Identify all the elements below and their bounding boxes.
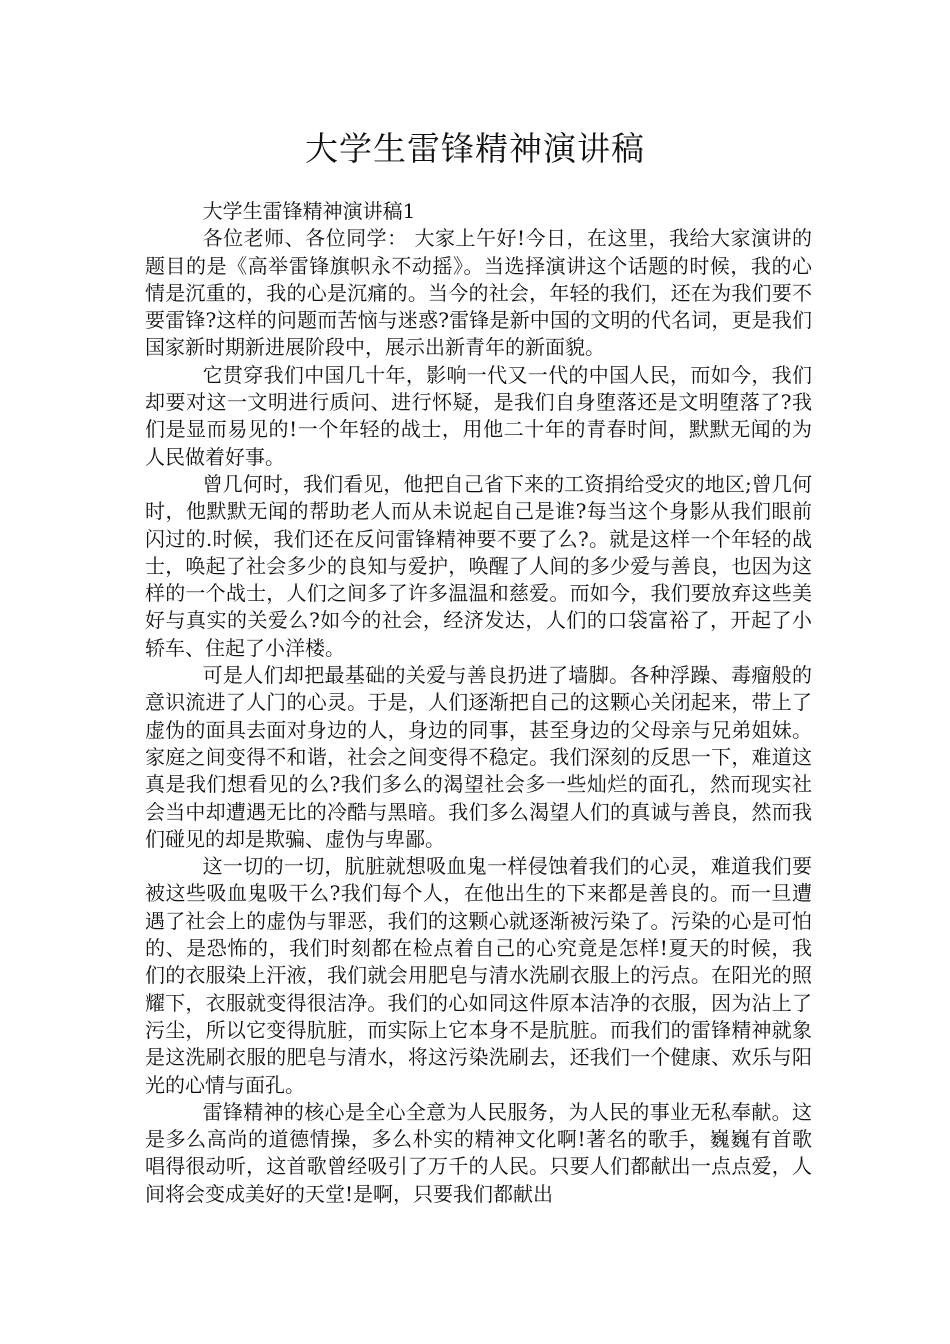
body-paragraph: 这一切的一切，肮脏就想吸血鬼一样侵蚀着我们的心灵，难道我们要被这些吸血鬼吸干么?我们每个人，在他出生的下来都是善良的。而一旦遭遇了社会上的虚伪与罪恶，我们的这颗心就逐渐被污染了。污染的心是可怕的、是恐怖的，我们时刻都在检点着自己的心究竟是怎样!夏天的时候，我们的衣服染上汗液，我们就会用肥皂与清水洗刷衣服上的污点。在阳光的照耀下，衣服就变得很洁净。我们的心如同这件原本洁净的衣服，因为沾上了污尘，所以它变得肮脏，而实际上它本身不是肮脏。而我们的雷锋精神就象是这洗刷衣服的肥皂与清水，将这污染洗刷去，还我们一个健康、欢乐与阳光的心情与面孔。 <box>145 854 812 1097</box>
subtitle-paragraph: 大学生雷锋精神演讲稿1 <box>202 199 416 223</box>
document-body <box>145 198 812 1208</box>
body-paragraph: 各位老师、各位同学： 大家上午好!今日，在这里，我给大家演讲的题目的是《高举雷锋旗帜永不动摇》。当选择演讲这个话题的时候，我的心情是沉重的，我的心是沉痛的。当今的社会，年轻的我们，还在为我们要不要雷锋?这样的问题而苦恼与迷惑?雷锋是新中国的文明的代名词，更是我们国家新时期新进展阶段中，展示出新青年的新面貌。 <box>145 226 812 360</box>
body-paragraph: 曾几何时，我们看见，他把自己省下来的工资捐给受灾的地区;曾几何时，他默默无闻的帮助老人而从未说起自己是谁?每当这个身影从我们眼前闪过的.时候，我们还在反问雷锋精神要不要了么?。就是这样一个年轻的战士，唤起了社会多少的良知与爱护，唤醒了人间的多少爱与善良，也因为这样的一个战士，人们之间多了许多温温和慈爱。而如今，我们要放弃这些美好与真实的关爱么?如今的社会，经济发达，人们的口袋富裕了，开起了小轿车、住起了小洋楼。 <box>145 471 812 660</box>
body-paragraph: 可是人们却把最基础的关爱与善良扔进了墙脚。各种浮躁、毒瘤般的意识流进了人门的心灵。于是，人们逐渐把自己的这颗心关闭起来，带上了虚伪的面具去面对身边的人，身边的同事，甚至身边的父母亲与兄弟姐妹。家庭之间变得不和谐，社会之间变得不稳定。我们深刻的反思一下，难道这真是我们想看见的么?我们多么的渴望社会多一些灿烂的面孔，然而现实社会当中却遭遇无比的冷酷与黑暗。我们多么渴望人们的真诚与善良，然而我们碰见的却是欺骗、虚伪与卑鄙。 <box>145 663 812 851</box>
body-paragraph: 它贯穿我们中国几十年，影响一代又一代的中国人民，而如今，我们却要对这一文明进行质问、进行怀疑，是我们自身堕落还是文明堕落了?我们是显而易见的!一个年轻的战士，用他二十年的青春时间，默默无闻的为人民做着好事。 <box>145 362 812 469</box>
document-title: 大学生雷锋精神演讲稿 <box>305 129 645 168</box>
body-paragraph: 雷锋精神的核心是全心全意为人民服务，为人民的事业无私奉献。这是多么高尚的道德情操，多么朴实的精神文化啊!著名的歌手，巍巍有首歌唱得很动听，这首歌曾经吸引了万千的人民。只要人们都献出一点点爱，人间将会变成美好的天堂!是啊，只要我们都献出 <box>145 1099 812 1206</box>
